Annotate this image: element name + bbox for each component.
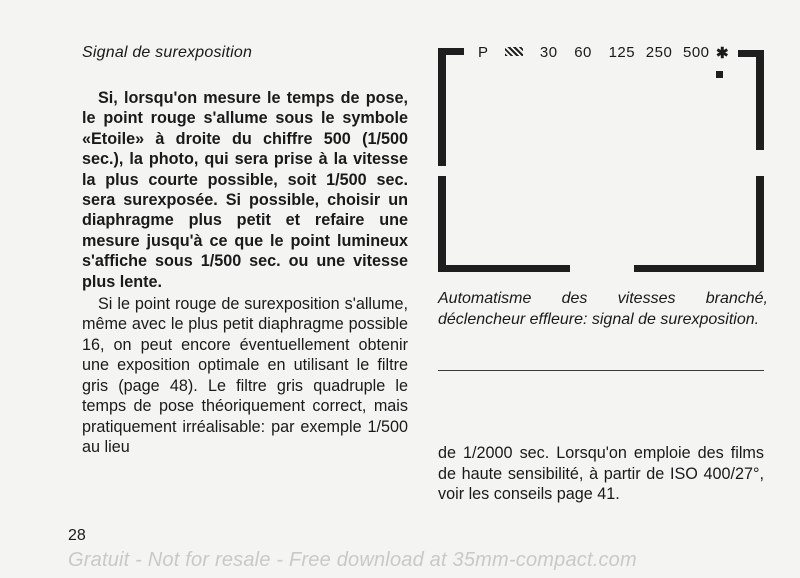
divider — [438, 370, 764, 371]
page-number: 28 — [68, 527, 86, 544]
viewfinder-frame-bottom-right-vertical — [756, 176, 764, 272]
speed-500: 500 — [682, 44, 710, 61]
watermark: Gratuit - Not for resale - Free download at 35mm-compact.com — [68, 549, 637, 571]
hatched-pattern-icon — [505, 47, 523, 56]
speed-30: 30 — [539, 44, 558, 61]
continuation-paragraph: de 1/2000 sec. Lorsqu'on emploie des films de haute sensibilité, à partir de ISO 400/27°, voir les conseils page 41. — [438, 444, 764, 503]
viewfinder-frame-bottom-left-horizontal — [438, 265, 570, 272]
speed-250: 250 — [645, 44, 673, 61]
right-column-text — [438, 443, 764, 505]
overexposure-indicator-dot — [716, 71, 723, 78]
program-mode-label: P — [478, 44, 489, 61]
viewfinder-illustration — [438, 40, 768, 276]
viewfinder-frame-bottom-right-horizontal — [634, 265, 764, 272]
shutter-speed-scale — [478, 44, 722, 61]
section-heading: Signal de surexposition — [82, 44, 253, 61]
speed-60: 60 — [574, 44, 592, 61]
viewfinder-frame-top-right-vertical — [756, 50, 764, 150]
viewfinder-frame-bottom-left-vertical — [438, 176, 446, 272]
viewfinder-frame-top-left-vertical — [438, 48, 446, 166]
figure-caption: Automatisme des vitesses branché, déclencheur effleure: signal de surexposition. — [438, 290, 768, 328]
speed-125: 125 — [608, 44, 636, 61]
grey-filter-paragraph: Si le point rouge de surexposition s'allume, même avec le plus petit diaphragme possible 16, on peut encore éventuellement obtenir une exposition optimale en utilisant le filtre gris (page 48). Le filtre gris quadruple le temps de pose théoriquement correct, mais pratiquement irréalisable: par exemple 1/500 au lieu — [82, 295, 408, 456]
left-column — [82, 88, 408, 457]
star-icon: ✱ — [716, 45, 729, 62]
overexposure-paragraph: Si, lorsqu'on mesure le temps de pose, le point rouge s'allume sous le symbole «Etoile» à droite du chiffre 500 (1/500 sec.), la photo, qui sera prise à la vitesse la plus courte possible, soit 1/500 sec. sera surexposée. Si possible, choisir un diaphragme plus petit et refaire une mesure jusqu'à ce que le point lumineux s'affiche sous 1/500 sec. ou une vitesse plus lente. — [82, 89, 408, 291]
